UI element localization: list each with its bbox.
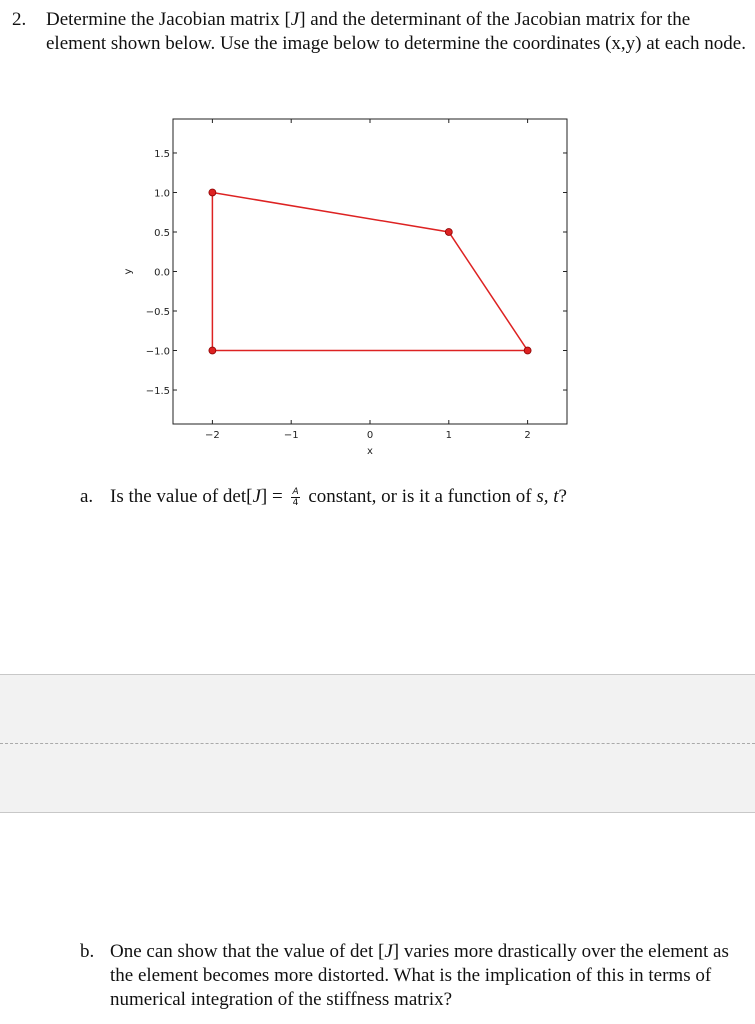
- text: constant, or is it a function of: [303, 486, 537, 507]
- question-label: b.: [80, 941, 95, 962]
- text: One can show that the value of det [: [110, 941, 385, 962]
- node-marker: [209, 189, 216, 196]
- jacobian-symbol: J: [290, 9, 300, 30]
- question-text: [110, 940, 745, 1012]
- text: ] =: [260, 486, 288, 507]
- node-marker: [524, 347, 531, 354]
- y-tick-label: −1.0: [145, 346, 170, 358]
- node-marker: [445, 228, 452, 235]
- question-text: [46, 8, 747, 56]
- y-axis-label: y: [123, 268, 134, 275]
- text: ] and the determinant of the Jacobian matrix for the element shown below. Use the image below to determine the coordinates (x,y) at each node.: [46, 9, 746, 54]
- dashed-divider: [0, 743, 755, 744]
- numerator: A: [292, 487, 299, 498]
- jacobian-symbol: J: [384, 941, 393, 962]
- text: ] varies more drastically over the element as the element becomes more distorted. What is the implication of this in terms of numerical integration of the stiffness matrix?: [110, 941, 729, 1010]
- answer-area[interactable]: [0, 674, 755, 813]
- question-2: [12, 8, 747, 56]
- x-axis-label: x: [367, 446, 373, 457]
- y-tick-label: 1.0: [154, 188, 170, 200]
- x-tick-label: −1: [283, 430, 299, 441]
- node-marker: [209, 347, 216, 354]
- denominator: 4: [292, 498, 299, 509]
- plot-frame: [173, 119, 567, 424]
- variables: s, t: [536, 486, 559, 507]
- text: ?: [558, 486, 567, 507]
- question-number: 2.: [12, 9, 27, 30]
- x-tick-label: 2: [524, 430, 531, 441]
- fraction: [291, 487, 299, 508]
- y-tick-label: 0.5: [154, 227, 170, 239]
- text: Is the value of det[: [110, 486, 253, 507]
- question-a: [80, 485, 740, 509]
- element-plot: [110, 110, 580, 460]
- question-b: [80, 940, 745, 1012]
- x-tick-label: 0: [366, 430, 374, 441]
- y-tick-label: 1.5: [154, 148, 170, 160]
- question-label: a.: [80, 486, 94, 507]
- y-tick-label: −0.5: [145, 307, 170, 319]
- text: Determine the Jacobian matrix [: [46, 9, 291, 30]
- x-tick-label: 1: [445, 430, 452, 441]
- x-tick-label: −2: [205, 430, 220, 441]
- y-tick-label: −1.5: [145, 386, 170, 398]
- y-tick-label: 0.0: [154, 267, 170, 279]
- question-text: [110, 485, 740, 509]
- jacobian-symbol: J: [252, 486, 261, 507]
